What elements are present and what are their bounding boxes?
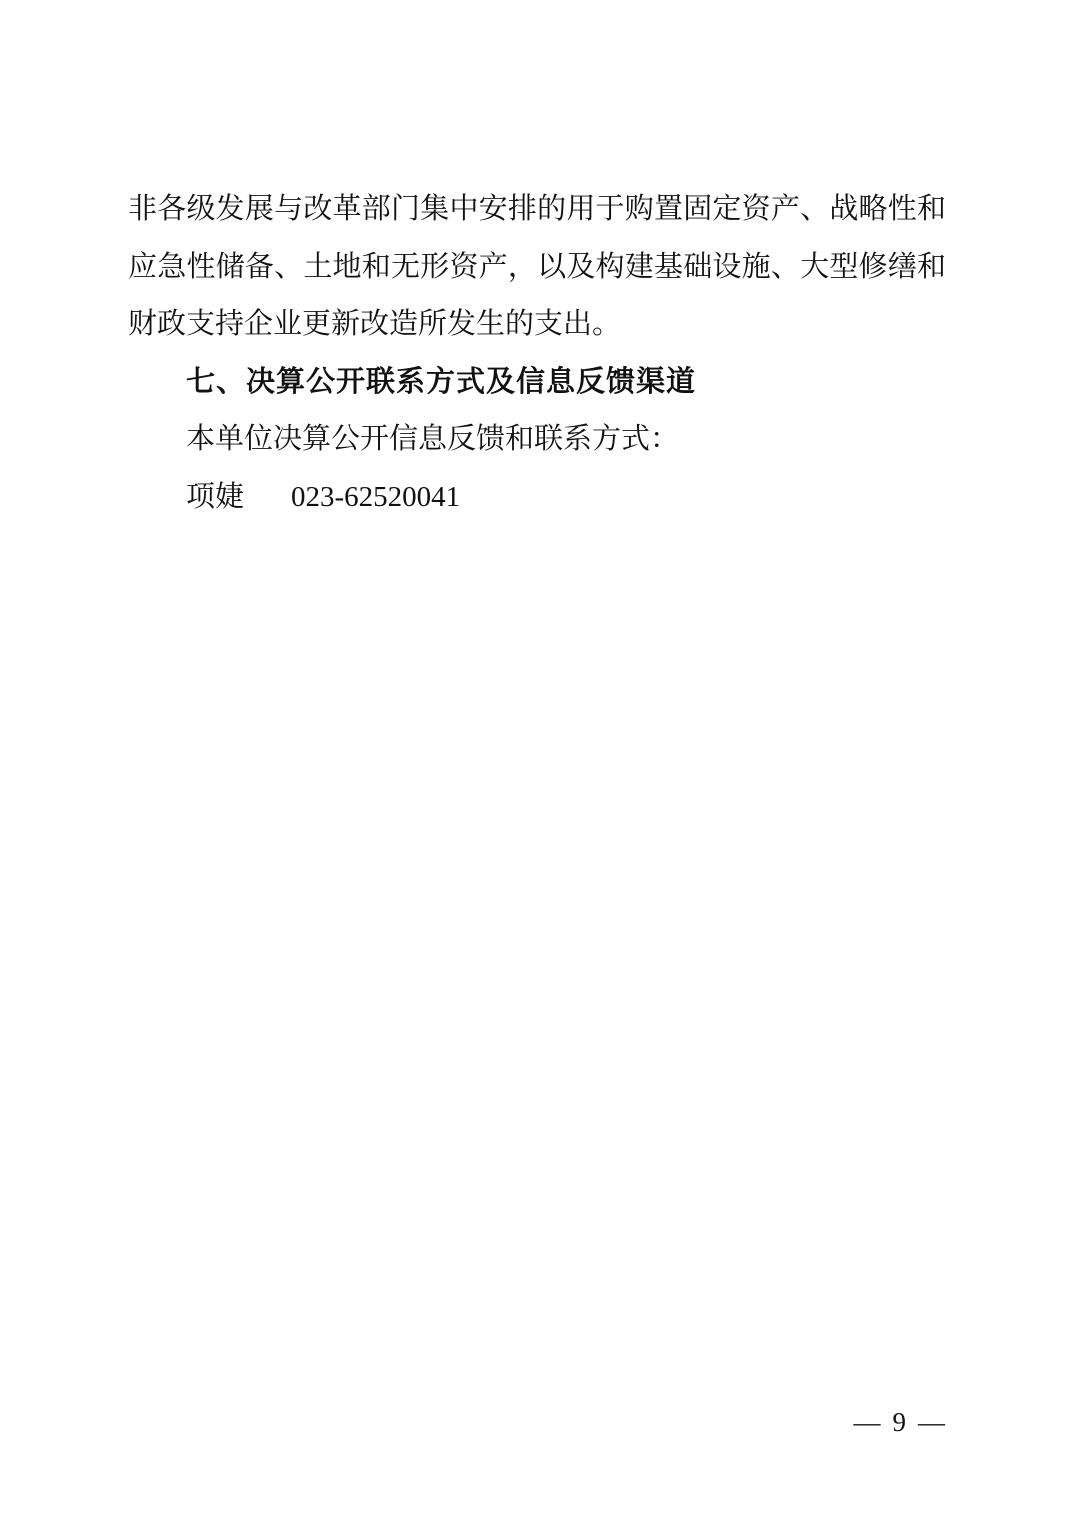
paragraph-line: 非各级发展与改革部门集中安排的用于购置固定资产、战略性和: [128, 193, 946, 225]
paragraph-continuation: [128, 181, 946, 354]
contact-name: 项婕: [186, 480, 245, 513]
document-body: [128, 181, 946, 526]
page-number: 9: [892, 1407, 906, 1437]
section-heading: 七、决算公开联系方式及信息反馈渠道: [186, 365, 697, 398]
footer-left-dash: —: [853, 1407, 881, 1437]
paragraph-line: 财政支持企业更新改造所发生的支出。: [128, 308, 622, 340]
contact-phone: 023-62520041: [291, 480, 461, 513]
paragraph-line: 应急性储备、土地和无形资产，以及构建基础设施、大型修缮和: [128, 250, 946, 283]
feedback-intro-line: 本单位决算公开信息反馈和联系方式：: [186, 423, 680, 455]
contact-line: [128, 469, 946, 527]
page-footer: [854, 1402, 946, 1442]
footer-right-dash: —: [918, 1407, 945, 1437]
